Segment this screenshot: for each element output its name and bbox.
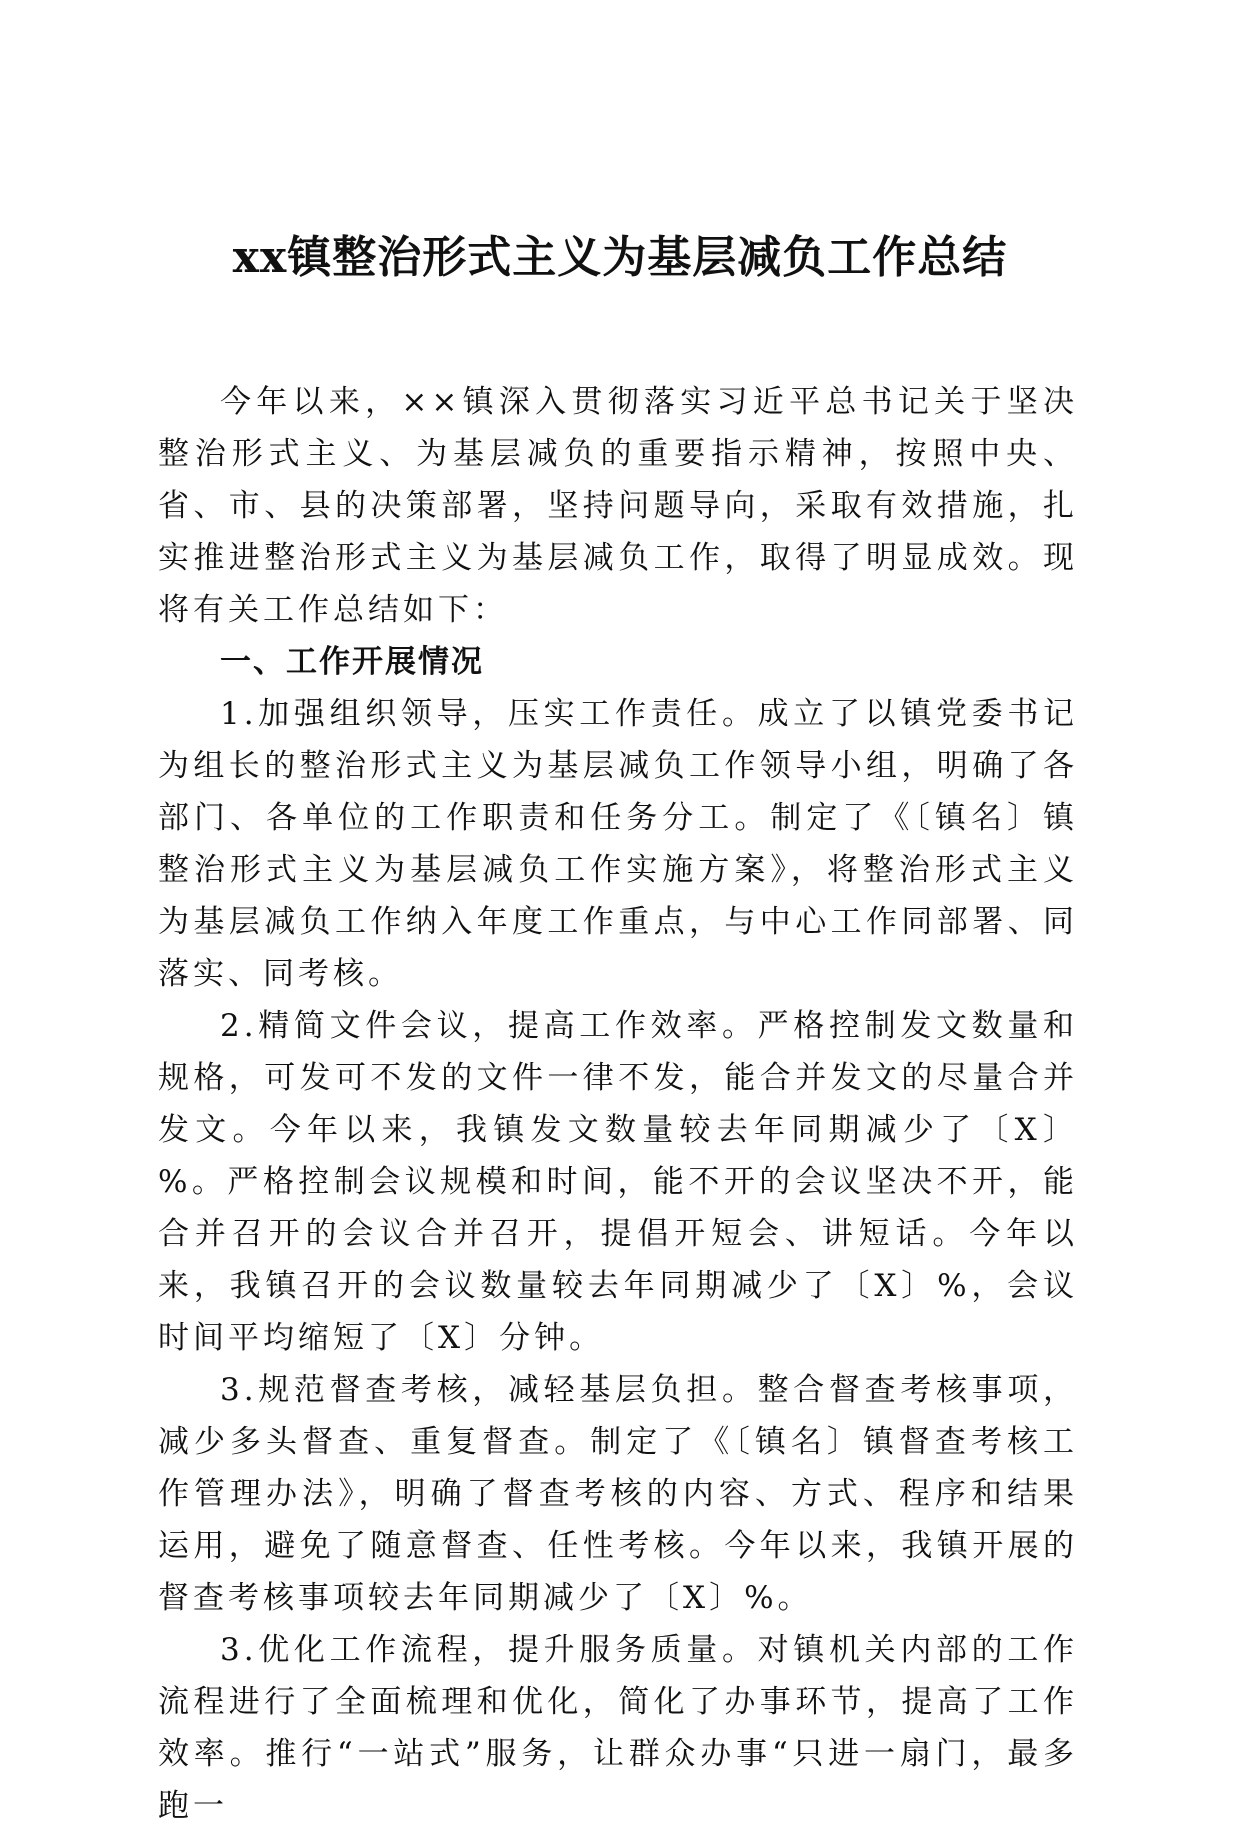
intro-paragraph: 今年以来，××镇深入贯彻落实习近平总书记关于坚决整治形式主义、为基层减负的重要指示精神，按照中央、省、市、县的决策部署，坚持问题导向，采取有效措施，扎实推进整治形式主义为基层减负工作，取得了明显成效。现将有关工作总结如下： (158, 384, 1078, 628)
paragraph-item-1: 1.加强组织领导，压实工作责任。成立了以镇党委书记为组长的整治形式主义为基层减负工作领导小组，明确了各部门、各单位的工作职责和任务分工。制定了《〔镇名〕镇整治形式主义为基层减负工作实施方案》，将整治形式主义为基层减负工作纳入年度工作重点，与中心工作同部署、同落实、同考核。 (158, 696, 1078, 992)
paragraph-item-3: 3.规范督查考核，减轻基层负担。整合督查考核事项，减少多头督查、重复督查。制定了《〔镇名〕镇督查考核工作管理办法》，明确了督查考核的内容、方式、程序和结果运用，避免了随意督查、任性考核。今年以来，我镇开展的督查考核事项较去年同期减少了〔X〕%。 (158, 1372, 1078, 1616)
section-heading: 一、工作开展情况 (220, 644, 484, 680)
paragraph-item-4: 3.优化工作流程，提升服务质量。对镇机关内部的工作流程进行了全面梳理和优化，简化了办事环节，提高了工作效率。推行“一站式”服务，让群众办事“只进一扇门，最多跑一 (158, 1632, 1078, 1824)
document-title: xx镇整治形式主义为基层减负工作总结 (232, 232, 1008, 283)
paragraph-item-2: 2.精简文件会议，提高工作效率。严格控制发文数量和规格，可发可不发的文件一律不发，能合并发文的尽量合并发文。今年以来，我镇发文数量较去年同期减少了〔X〕%。严格控制会议规模和时间，能不开的会议坚决不开，能合并召开的会议合并召开，提倡开短会、讲短话。今年以来，我镇召开的会议数量较去年同期减少了〔X〕%，会议时间平均缩短了〔X〕分钟。 (158, 1008, 1078, 1356)
document-body (158, 376, 1078, 1832)
